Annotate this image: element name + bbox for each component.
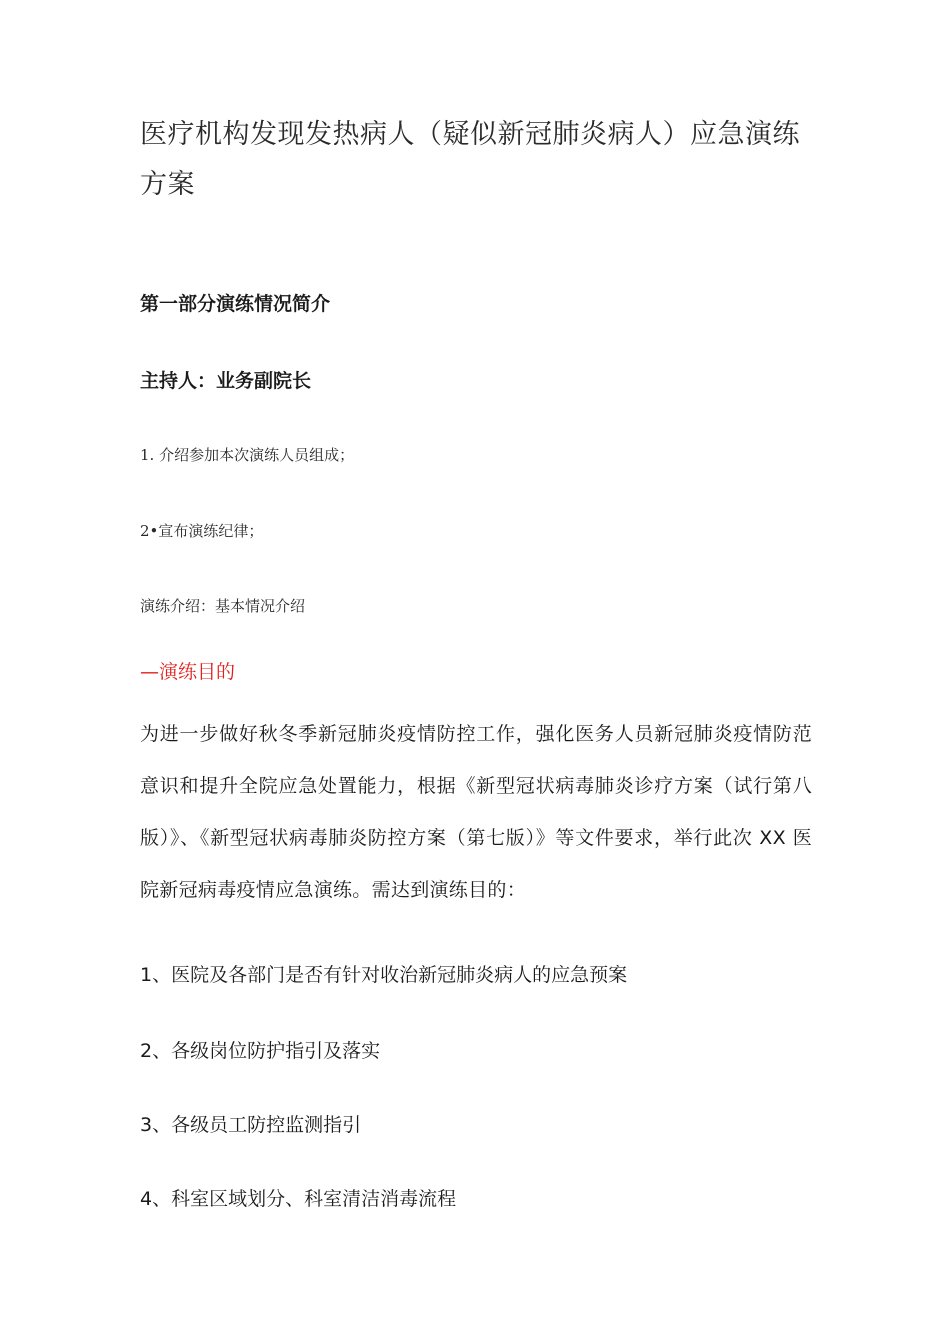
objective-item: 2、各级岗位防护指引及落实 (140, 1040, 381, 1062)
step-1: 1. 介绍参加本次演练人员组成； (140, 446, 355, 464)
objective-item: 3、各级员工防控监测指引 (140, 1114, 362, 1136)
step-2: 2•宣布演练纪律； (140, 522, 264, 540)
purpose-paragraph: 为进一步做好秋冬季新冠肺炎疫情防控工作，强化医务人员新冠肺炎疫情防范意识和提升全院应急处置能力，根据《新型冠状病毒肺炎诊疗方案（试行第八版）》、《新型冠状病毒肺炎防控方案（第七版）》等文件要求，举行此次 XX 医院新冠病毒疫情应急演练。需达到演练目的： (140, 723, 812, 901)
objective-item: 4、科室区域划分、科室清洁消毒流程 (140, 1188, 457, 1210)
section-heading-purpose: —演练目的 (140, 661, 236, 683)
intro-line: 演练介绍：基本情况介绍 (140, 597, 306, 615)
document-title: 医疗机构发现发热病人（疑似新冠肺炎病人）应急演练方案 (140, 119, 800, 200)
objective-item: 1、医院及各部门是否有针对收治新冠肺炎病人的应急预案 (140, 964, 628, 986)
part-heading: 第一部分演练情况简介 (140, 293, 331, 315)
host-line: 主持人：业务副院长 (140, 370, 312, 392)
